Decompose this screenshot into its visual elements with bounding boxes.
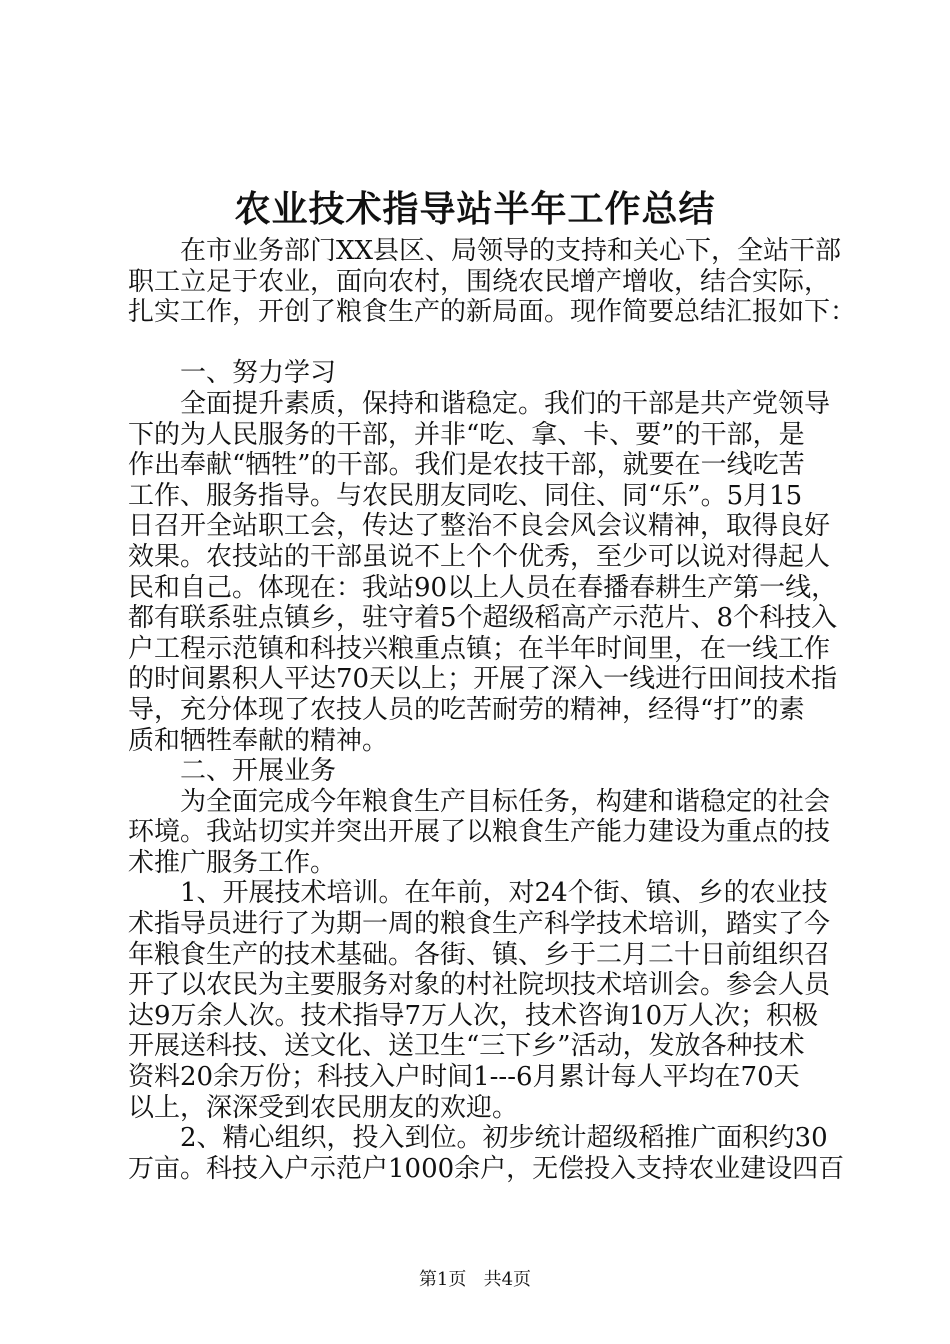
section1-line: 导，充分体现了农技人员的吃苦耐劳的精神，经得“打”的素 xyxy=(128,694,805,725)
section1-line: 质和牺牲奉献的精神。 xyxy=(128,725,389,756)
section1-line: 都有联系驻点镇乡，驻守着5个超级稻高产示范片、8个科技入 xyxy=(128,603,838,634)
section2-line: 术推广服务工作。 xyxy=(128,847,337,878)
intro-line: 职工立足于农业，面向农村，围绕农民增产增收，结合实际， xyxy=(128,266,831,297)
intro-line: 扎实工作，开创了粮食生产的新局面。现作简要总结汇报如下： xyxy=(128,297,857,328)
item1-line: 开了以农民为主要服务对象的村社院坝技术培训会。参会人员 xyxy=(128,970,831,1001)
item1-line: 年粮食生产的技术基础。各街、镇、乡于二月二十日前组织召 xyxy=(128,939,831,970)
page-number: 第1页 xyxy=(418,1269,467,1290)
section-heading-business: 二、开展业务 xyxy=(180,756,337,787)
item1-line: 以上，深深受到农民朋友的欢迎。 xyxy=(128,1092,519,1123)
item1-line: 开展送科技、送文化、送卫生“三下乡”活动，发放各种技术 xyxy=(128,1031,805,1062)
item1-line: 1、开展技术培训。在年前，对24个街、镇、乡的农业技 xyxy=(180,878,828,909)
item1-line: 达9万余人次。技术指导7万人次，技术咨询10万人次；积极 xyxy=(128,1000,819,1031)
intro-line: 在市业务部门XX县区、局领导的支持和关心下，全站干部 xyxy=(180,236,842,266)
item1-line: 资料20余万份；科技入户时间1---6月累计每人平均在70天 xyxy=(128,1062,800,1093)
document-body xyxy=(128,236,857,1184)
section1-line: 效果。农技站的干部虽说不上个个优秀，至少可以说对得起人 xyxy=(128,541,831,572)
section2-line: 为全面完成今年粮食生产目标任务，构建和谐稳定的社会 xyxy=(180,786,831,817)
section1-line: 民和自己。体现在：我站90以上人员在春播春耕生产第一线， xyxy=(128,572,838,603)
section1-line: 户工程示范镇和科技兴粮重点镇；在半年时间里，在一线工作 xyxy=(128,633,831,664)
paragraph-gap xyxy=(128,328,833,359)
section1-line: 工作、服务指导。与农民朋友同吃、同住、同“乐”。5月15 xyxy=(128,480,803,511)
section1-line: 的时间累积人平达70天以上；开展了深入一线进行田间技术指 xyxy=(128,664,838,695)
section1-line: 日召开全站职工会，传达了整治不良会风会议精神，取得良好 xyxy=(128,511,831,542)
section-heading-study: 一、努力学习 xyxy=(180,358,337,389)
document-title: 农业技术指导站半年工作总结 xyxy=(234,188,716,230)
item2-line: 万亩。科技入户示范户1000余户，无偿投入支持农业建设四百 xyxy=(128,1153,845,1184)
page-total: 共4页 xyxy=(483,1269,532,1290)
item1-line: 术指导员进行了为期一周的粮食生产科学技术培训，踏实了今 xyxy=(128,909,831,940)
item2-line: 2、精心组织，投入到位。初步统计超级稻推广面积约30 xyxy=(180,1123,828,1154)
section1-line: 全面提升素质，保持和谐稳定。我们的干部是共产党领导 xyxy=(180,388,831,419)
page-footer xyxy=(0,1268,950,1292)
section2-line: 环境。我站切实并突出开展了以粮食生产能力建设为重点的技 xyxy=(128,817,831,848)
section1-line: 下的为人民服务的干部，并非“吃、拿、卡、要”的干部，是 xyxy=(128,419,805,450)
section1-line: 作出奉献“牺牲”的干部。我们是农技干部，就要在一线吃苦 xyxy=(128,450,805,481)
